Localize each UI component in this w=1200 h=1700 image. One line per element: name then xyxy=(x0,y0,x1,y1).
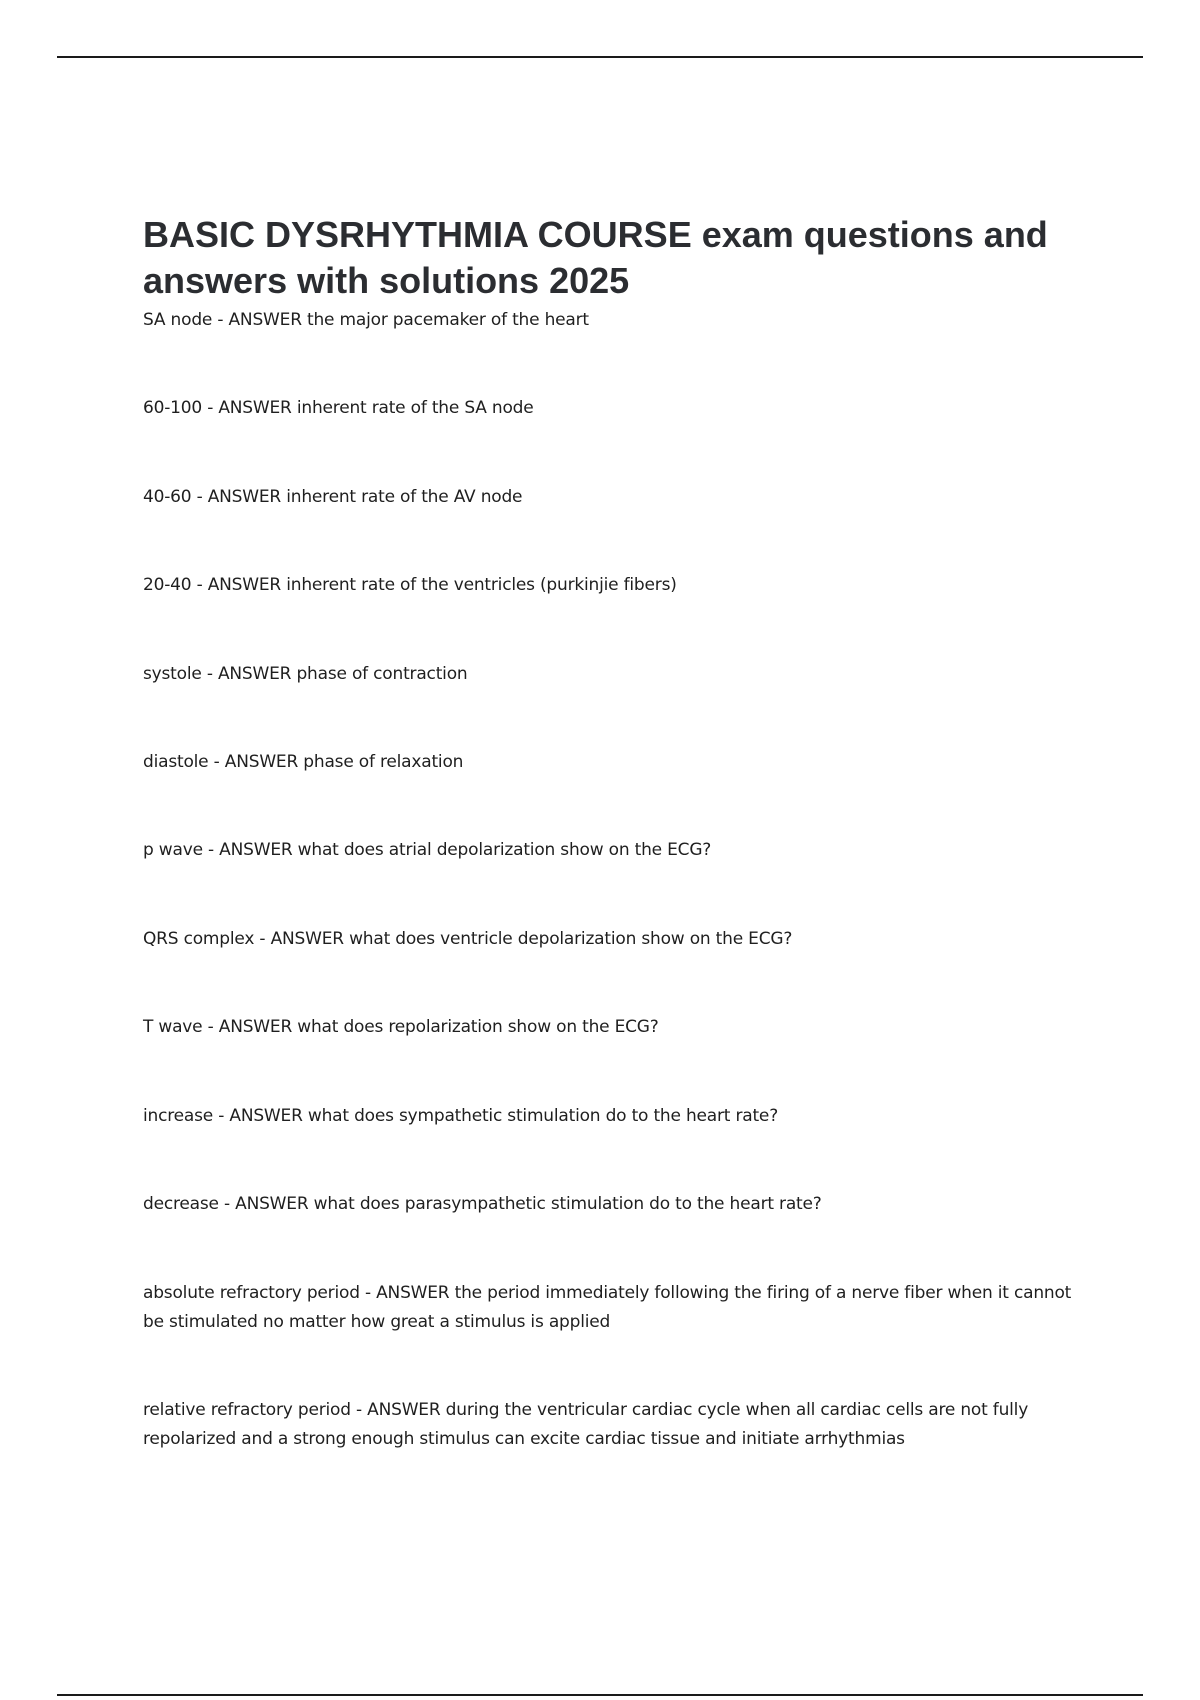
qa-item: increase - ANSWER what does sympathetic stimulation do to the heart rate? xyxy=(143,1106,779,1126)
top-rule xyxy=(57,56,1143,58)
qa-item: diastole - ANSWER phase of relaxation xyxy=(143,752,464,772)
qa-item: decrease - ANSWER what does parasympathetic stimulation do to the heart rate? xyxy=(143,1194,822,1214)
qa-item: relative refractory period - ANSWER during the ventricular cardiac cycle when all cardiac cells are not fully repolarized and a strong enough stimulus can excite cardiac tissue and initiate arrhythmias xyxy=(143,1400,1029,1449)
qa-item: QRS complex - ANSWER what does ventricle depolarization show on the ECG? xyxy=(143,929,793,949)
bottom-rule xyxy=(57,1694,1143,1696)
qa-item: 40-60 - ANSWER inherent rate of the AV node xyxy=(143,487,523,507)
qa-item: systole - ANSWER phase of contraction xyxy=(143,664,468,684)
document-title: BASIC DYSRHYTHMIA COURSE exam questions and answers with solutions 2025 xyxy=(143,214,1048,301)
qa-item: absolute refractory period - ANSWER the period immediately following the firing of a nerve fiber when it cannot be stimulated no matter how great a stimulus is applied xyxy=(143,1283,1072,1332)
qa-item: T wave - ANSWER what does repolarization show on the ECG? xyxy=(143,1017,659,1037)
qa-item: p wave - ANSWER what does atrial depolarization show on the ECG? xyxy=(143,840,712,860)
qa-item: SA node - ANSWER the major pacemaker of the heart xyxy=(143,310,589,330)
qa-item: 60-100 - ANSWER inherent rate of the SA node xyxy=(143,398,534,418)
qa-item: 20-40 - ANSWER inherent rate of the ventricles (purkinjie fibers) xyxy=(143,575,677,595)
